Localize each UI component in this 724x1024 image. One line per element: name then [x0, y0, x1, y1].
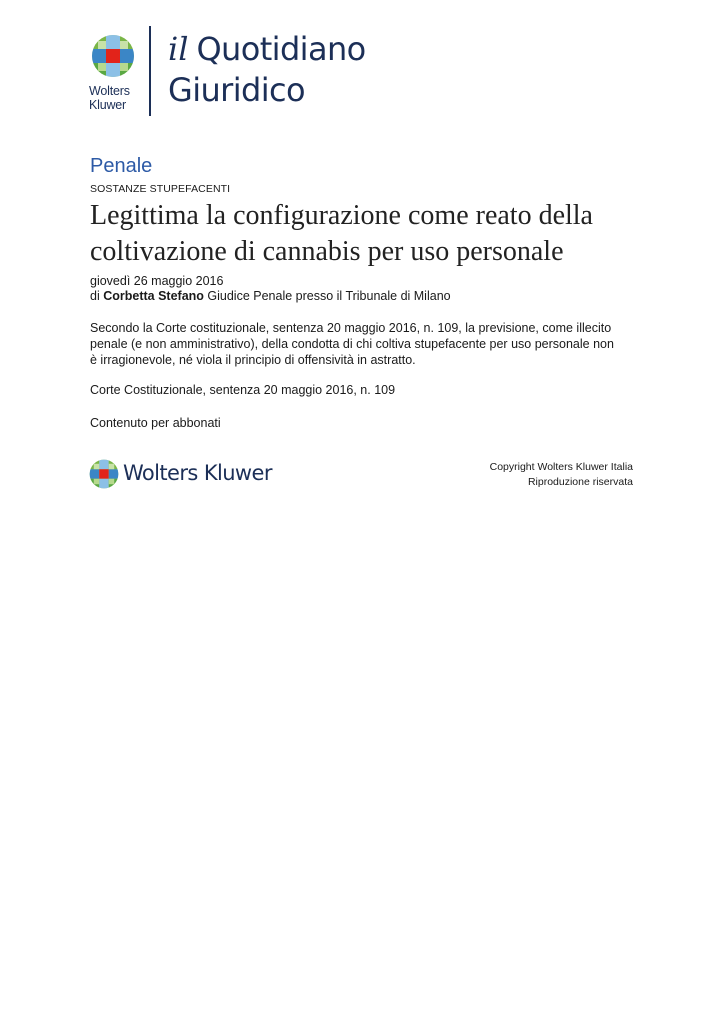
title-line-2: Giuridico	[168, 71, 305, 109]
headline-line-1: Legittima la configurazione come reato della	[90, 200, 593, 231]
footer-brand-name: Wolters Kluwer	[123, 461, 272, 485]
headline-line-2: coltivazione di cannabis per uso personale	[90, 236, 564, 267]
badge-wordmark	[89, 84, 141, 112]
footer-logo	[89, 458, 279, 490]
publication-title	[168, 28, 366, 110]
ruling-reference: Corte Costituzionale, sentenza 20 maggio 2016, n. 109	[90, 383, 396, 397]
copyright-notice	[490, 460, 633, 490]
author-role: Giudice Penale presso il Tribunale di Milano	[207, 289, 451, 303]
wolters-kluwer-globe-icon	[89, 459, 119, 489]
body-line-2: penale (e non amministrativo), della condotta di chi coltiva stupefacente per uso personale non	[90, 337, 614, 351]
article-date: giovedì 26 maggio 2016	[90, 274, 224, 288]
body-line-3: è irragionevole, né viola il principio di offensività in astratto.	[90, 353, 416, 367]
badge-line-2: Kluwer	[89, 98, 127, 112]
article-headline	[90, 198, 650, 270]
article-body	[90, 320, 650, 368]
wolters-kluwer-globe-icon	[91, 34, 135, 78]
body-line-1: Secondo la Corte costituzionale, sentenza 20 maggio 2016, n. 109, la previsione, come illecito	[90, 321, 612, 335]
title-prefix: il	[168, 30, 189, 68]
wolters-kluwer-badge	[88, 34, 138, 118]
author-name: Corbetta Stefano	[103, 289, 204, 303]
badge-line-1: Wolters	[89, 84, 130, 98]
masthead-divider	[149, 26, 151, 116]
copyright-line-1: Copyright Wolters Kluwer Italia	[489, 461, 633, 473]
subscription-note: Contenuto per abbonati	[90, 416, 221, 430]
article-byline	[90, 289, 451, 304]
section-label: Penale	[90, 155, 153, 177]
subsection-label: SOSTANZE STUPEFACENTI	[90, 183, 231, 195]
byline-prefix: di	[90, 289, 100, 303]
title-line-1: Quotidiano	[196, 30, 366, 68]
masthead	[88, 26, 418, 118]
copyright-line-2: Riproduzione riservata	[527, 476, 633, 488]
